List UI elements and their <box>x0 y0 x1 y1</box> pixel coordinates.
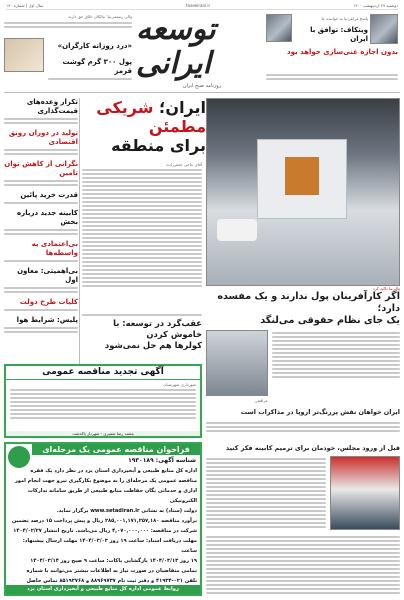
masthead-logo <box>136 10 268 92</box>
list-item-title: تکرار وعده‌های قیمت‌گذاری <box>26 98 78 115</box>
list-item-title: کلیات طرح دولت <box>19 298 78 306</box>
photo-caption-kicker: والی‌نیا تاکید کرد <box>372 286 400 291</box>
tender-2-body-line: مناقصه عمومی یک مرحله‌ای را به موضوع بکارگیری نیرو جهت انجام امور <box>14 478 197 484</box>
logo-sub: روزنامه صبح ایران <box>182 83 222 89</box>
photo-caption-headline: اگر کارآفرینان پول ندارند و یک مفسده دارد؛ <box>217 291 400 314</box>
tender-1-footer: محمد رضا شمیری - شهردار پاکدشت <box>6 431 200 436</box>
right-teaser-box[interactable] <box>4 14 132 88</box>
tender-2-subheader: شناسه آگهی: ۱۹۳۰۱۸۹ <box>128 457 196 464</box>
list-item-title: کابینه جدید درباره بخش <box>17 209 78 226</box>
list-item-title: بی‌اعتمادی به واسطه‌ها <box>31 240 78 257</box>
tender-box-2[interactable] <box>4 442 202 596</box>
right-teaser-photo <box>4 38 44 72</box>
main-headline-highlight: شریکی مطمئن <box>96 98 206 136</box>
date-line: دوشنبه ۲۷ اردیبهشت ۱۴۰۰ <box>353 3 398 8</box>
article-2-photo <box>206 330 268 396</box>
article-3-photo <box>330 456 400 530</box>
article-2[interactable] <box>206 330 400 440</box>
article-2-title: ایران خواهان نقش پررنگ‌تر اروپا در مذاکرات است <box>240 408 400 416</box>
teaser-photo-left <box>266 14 292 42</box>
website-label[interactable]: toseeirani.ir <box>186 3 211 8</box>
list-item-title: نگرانی از کاهش توان تامین <box>4 160 78 177</box>
main-photo <box>206 98 400 286</box>
list-item[interactable] <box>4 129 78 155</box>
right-teaser-headline-1: «درد روزانه کارگران» <box>57 42 132 50</box>
tender-1-header: آگهی تجدید مناقصه عمومی <box>6 366 200 380</box>
right-teaser-kicker: والی رستمی‌نیا: مالکان خلاق حق دارند <box>68 14 132 19</box>
tender-2-body-line: دولت (ستاد) به نشانی www.setadiran.ir برگزار نماید. <box>56 508 197 514</box>
teaser-headline-2: بدون اجازه غنی‌سازی خواهد بود <box>287 48 398 56</box>
list-item[interactable] <box>4 298 78 311</box>
list-item-title: پلیس: شرایط هوا <box>16 316 78 324</box>
list-item[interactable] <box>4 191 78 204</box>
list-item[interactable] <box>4 160 78 186</box>
list-item-title: بی‌اهمیتی: معاون اول <box>17 267 78 284</box>
top-strip <box>6 2 398 10</box>
list-item[interactable] <box>4 98 78 124</box>
emblem-icon <box>8 446 30 468</box>
tender-1-org: شهرداری شهرستان <box>163 382 196 387</box>
article-3[interactable] <box>206 444 400 596</box>
tender-2-footer: روابط عمومی اداره کل منابع طبیعی و آبخیزداری استان یزد <box>6 585 200 594</box>
list-item[interactable] <box>4 267 78 293</box>
tender-box-1[interactable] <box>4 364 202 438</box>
mid-headline-line-1: عقب‌گرد در توسعه: با خاموش کردن <box>113 318 202 339</box>
tender-2-body-line: اداری و خدماتی یگان حفاظت منابع طبیعی از طریق سامانه تدارکات الکترونیکی <box>27 488 197 504</box>
main-headline-part2: برای منطقه <box>111 136 206 155</box>
logo-text: توسعه ایرانی <box>136 12 216 81</box>
mid-headline[interactable] <box>82 312 202 358</box>
list-item-title: قدرت خرید پائین <box>20 191 78 199</box>
list-item-title: تولید در دوران رونق اقتصادی <box>8 129 78 146</box>
tender-2-body-line: برآورد مناقصه ۲۸۵,۰۰۱,۱۷۱,۲۵۷,۱۸۰ ریال و پیش پرداخت ۱۵ درصد تضمین <box>11 518 197 524</box>
tender-2-body-line: ۱۹ روز ۱۴۰۴/۰۳/۱۳ بازگشایی پاکات: ساعت ۹ صبح روز ۱۴۰۴/۰۳/۱۴ <box>30 558 197 564</box>
tender-2-body-line: تلفن ۰۲۱-۴۱۹۳۴ و دفتر ثبت نام ۸۸۹۶۹۷۳۷ و ۸۵۱۹۳۷۶۸ تماس حاصل <box>26 578 197 584</box>
masthead-divider <box>4 92 400 93</box>
teaser-kicker: پاسخ مراغی‌نیا به خواننده ما <box>321 16 368 21</box>
photo-caption-headline-2: یک جای نظام حقوقی می‌لنگد <box>260 315 400 326</box>
left-teaser-box[interactable] <box>266 14 398 84</box>
column-divider <box>79 98 80 368</box>
main-headline-part1: ایران؛ <box>159 98 206 117</box>
teaser-headline-1: ویتکاف: توافق با ایران <box>310 26 368 43</box>
right-teaser-headline-2: پول ۳۰۰ گرم گوشت قرمز <box>62 58 132 75</box>
right-column-list <box>4 98 78 360</box>
tender-2-body <box>6 466 200 596</box>
photo-caption[interactable] <box>206 286 400 326</box>
tender-2-body-line: شرکت در مناقصه: ۴,۰۷۰,۰۰۰,۰۰۰ ریال می‌باشد. تاریخ انتشار ۱۴۰۴/۰۲/۲۷ <box>13 528 197 534</box>
tender-2-body-line: مهلت دریافت اسناد: ساعت ۱۹ روز ۱۴۰۴/۰۳/۰۳ مهلت ارسال پیشنهاد: ساعت <box>22 538 197 554</box>
lead-column <box>82 162 202 310</box>
lead-caption: آقای حاجی جعفرزاده: <box>165 162 202 167</box>
main-headline[interactable] <box>82 98 206 158</box>
tender-2-body-line: تمامی متقاضیان در صورت نیاز به اطلاعات بیشتر می‌توانند با شماره <box>26 568 197 574</box>
issue-line: سال اول | شماره ۱۹۰ <box>6 3 44 8</box>
list-item[interactable] <box>4 209 78 235</box>
article-2-caption: عراقچی <box>254 398 268 403</box>
mid-headline-line-2: کولرها هم حل نمی‌شود <box>104 340 202 350</box>
article-3-title: قبل از ورود مجلس، خودمان برای ترمیم کابینه فکر کنید <box>225 444 400 452</box>
tender-2-header: فراخوان مناقصه عمومی یک مرحله‌ای <box>32 444 200 455</box>
list-item[interactable] <box>4 316 78 333</box>
tender-2-body-line: اداره کل منابع طبیعی و آبخیزداری استان یزد در نظر دارد یک فقره <box>30 468 197 474</box>
list-item[interactable] <box>4 240 78 262</box>
teaser-photo-right <box>370 14 398 44</box>
